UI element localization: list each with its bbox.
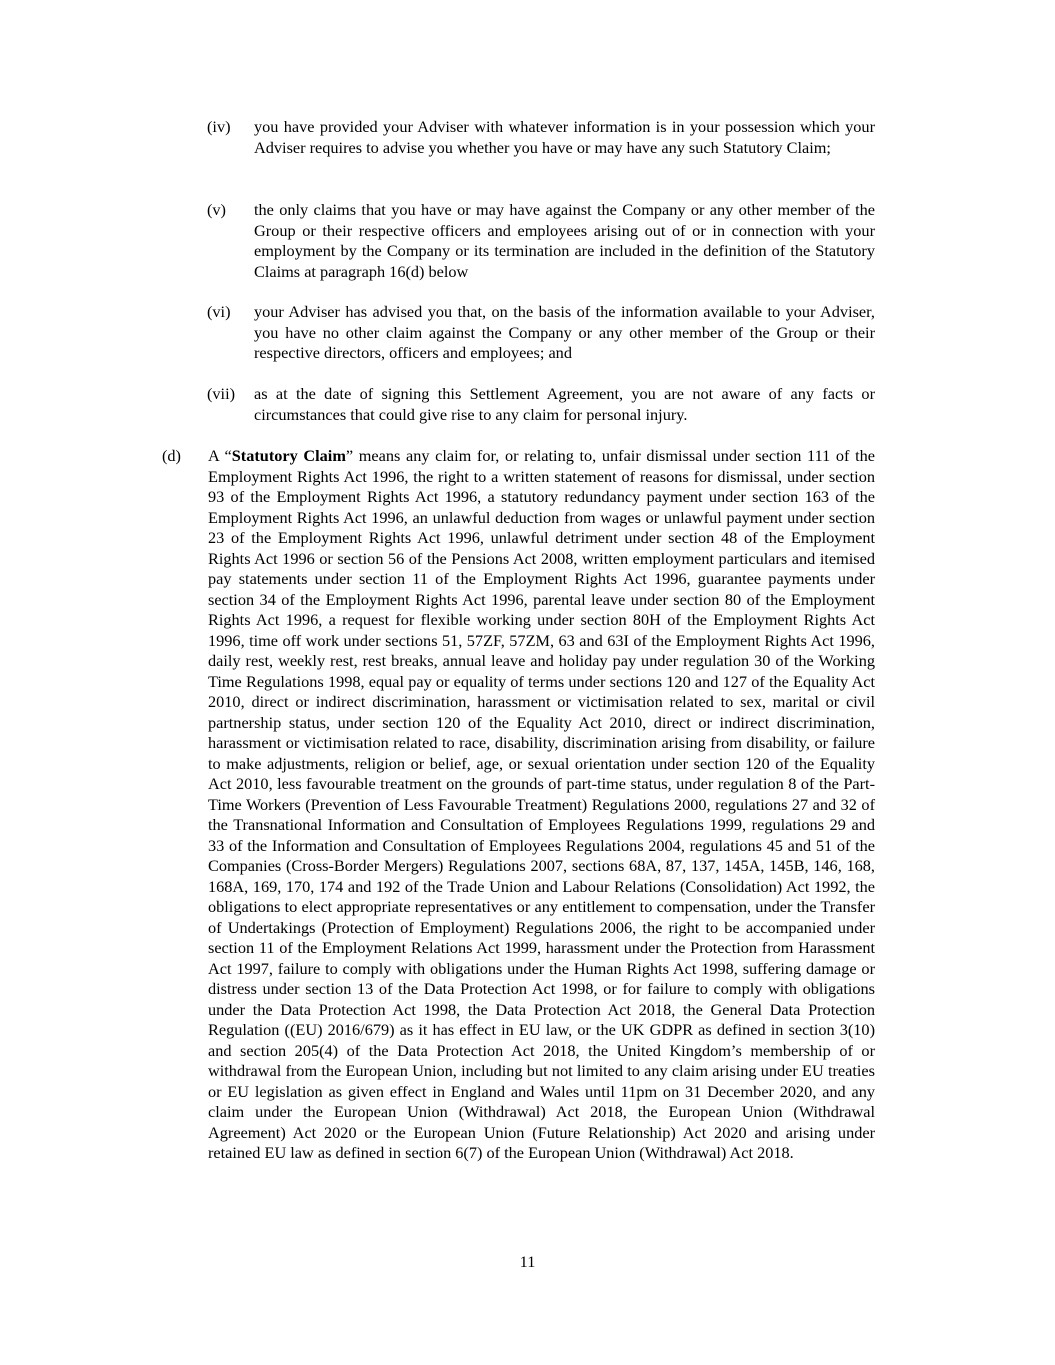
defined-term: Statutory Claim <box>231 446 346 465</box>
clause-prefix: A “ <box>208 446 232 465</box>
clause-number: (d) <box>162 446 181 465</box>
subclause-number: (vi) <box>207 302 231 321</box>
subclause-number: (v) <box>207 200 226 219</box>
subclause-vi <box>207 302 875 364</box>
subclause-iv <box>207 117 875 158</box>
clause-body: ” means any claim for, or relating to, unfair dismissal under section 111 of the Employment Rights Act 1996, the right to a written statement of reasons for dismissal, under section 93 of the Employment Rights Act 1996, a statutory redundancy payment under section 163 of the Employment Rights Act 1996, an unlawful deduction from wages or unlawful payment under section 23 of the Employment Rights Act 1996, unlawful detriment under section 48 of the Employment Rights Act 1996 or section 56 of the Pensions Act 2008, written employment particulars and itemised pay statements under section 11 of the Employment Rights Act 1996, guarantee payments under section 34 of the Employment Rights Act 1996, parental leave under section 80 of the Employment Rights Act 1996, a request for flexible working under section 80H of the Employment Rights Act 1996, time off work under sections 51, 57ZF, 57ZM, 63 and 63I of the Employment Rights Act 1996, daily rest, weekly rest, rest breaks, annual leave and holiday pay under regulation 30 of the Working Time Regulations 1998, equal pay or equality of terms under sections 120 and 127 of the Equality Act 2010, direct or indirect discrimination, harassment or victimisation related to sex, marital or civil partnership status, under section 120 of the Equality Act 2010, direct or indirect discrimination, harassment or victimisation related to race, disability, discrimination arising from disability, or failure to make adjustments, religion or belief, age, or sexual orientation under section 120 of the Equality Act 2010, less favourable treatment on the grounds of part-time status, under regulation 8 of the Part-Time Workers (Prevention of Less Favourable Treatment) Regulations 2000, regulations 27 and 32 of the Transnational Information and Consultation of Employees Regulations 1999, regulations 29 and 33 of the Information and Consultation of Employees Regulations 2004, regulations 45 and 51 of the Companies (Cross-Border Mergers) Regulations 2007, sections 68A, 87, 137, 145A, 145B, 146, 168, 168A, 169, 170, 174 and 192 of the Trade Union and Labour Relations (Consolidation) Act 1992, the obligations to elect appropriate representatives or any entitlement to compensation, under the Transfer of Undertakings (Protection of Employment) Regulations 2006, the right to be accompanied under section 11 of the Employment Relations Act 1999, harassment under the Protection from Harassment Act 1997, failure to comply with obligations under the Human Rights Act 1998, suffering damage or distress under section 13 of the Data Protection Act 1998, or for failure to comply with obligations under the Data Protection Act 1998, the Data Protection Act 2018, the General Data Protection Regulation ((EU) 2016/679) as it has effect in EU law, or the UK GDPR as defined in section 3(10) and section 205(4) of the Data Protection Act 2018, the United Kingdom’s membership of or withdrawal from the European Union, including but not limited to any claim arising under EU treaties or EU legislation as given effect in England and Wales until 11pm on 31 December 2020, and any claim under the European Union (Withdrawal) Act 2018, the European Union (Withdrawal Agreement) Act 2020 or the European Union (Future Relationship) Act 2020 and arising under retained EU law as defined in section 6(7) of the European Union (Withdrawal) Act 2018. <box>208 446 875 1162</box>
subclause-text: the only claims that you have or may have against the Company or any other member of the Group or their respective officers and employees arising out of or in connection with your employment by the Company or its termination are included in the definition of the Statutory Claims at paragraph 16(d) below <box>254 200 875 281</box>
clause-d <box>162 446 875 1164</box>
subclause-number: (vii) <box>207 384 236 403</box>
subclause-vii <box>207 384 875 425</box>
subclause-text: your Adviser has advised you that, on the basis of the information available to your Adviser, you have no other claim against the Company or any other member of the Group or their respective directors, officers and employees; and <box>254 302 875 362</box>
page-number: 11 <box>519 1252 536 1271</box>
subclause-v <box>207 200 875 282</box>
clause-text <box>208 446 875 1164</box>
subclause-text: you have provided your Adviser with whatever information is in your possession which your Adviser requires to advise you whether you have or may have any such Statutory Claim; <box>254 117 875 157</box>
subclause-text: as at the date of signing this Settlement Agreement, you are not aware of any facts or circumstances that could give rise to any claim for personal injury. <box>254 384 875 424</box>
subclause-number: (iv) <box>207 117 231 136</box>
